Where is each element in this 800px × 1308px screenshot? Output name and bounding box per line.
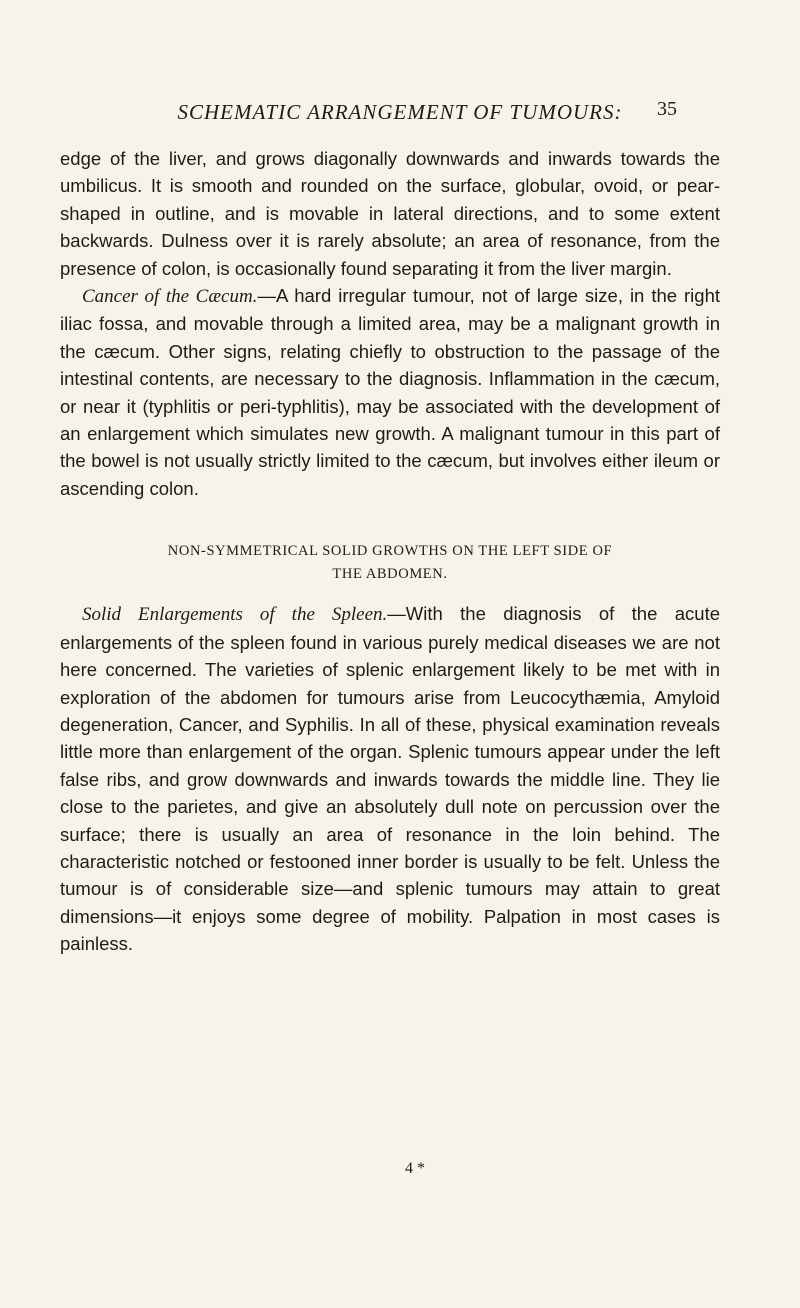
page-number: 35 (657, 98, 677, 120)
section-heading-line-2: THE ABDOMEN. (332, 566, 448, 583)
paragraph-text-spleen: —With the diagnosis of the acute enlargements of the spleen found in various purely medical diseases we are not here concerned. The varieties of splenic enlargement likely to be met with in exploration of the abdomen for tumours arise from Leucocythæmia, Amyloid degeneration, Cancer, and Syphilis. In all of these, physical examination reveals little more than enlargement of the organ. Splenic tumours appear under the left false ribs, and grow downwards and inwards towards the middle line. They lie close to the parietes, and give an absolutely dull note on percussion over the surface; there is usually an area of resonance in the loin behind. The characteristic notched or festooned inner border is usually to be felt. Unless the tumour is of considerable size—and splenic tumours may attain to great dimensions—it enjoys some degree of mobility. Palpation in most cases is painless. (60, 603, 721, 955)
section-heading (60, 540, 720, 586)
main-text (60, 145, 720, 958)
signature-mark: 4 * (405, 1160, 425, 1177)
section-heading-line-1: NON-SYMMETRICAL SOLID GROWTHS ON THE LEFT SIDE OF (167, 543, 613, 560)
running-title: SCHEMATIC ARRANGEMENT OF TUMOURS: (177, 100, 623, 124)
paragraph-title-cancer-caecum: Cancer of the Cæcum. (82, 286, 258, 308)
paragraph-text-cancer-caecum: —A hard irregular tumour, not of large size, in the right iliac fossa, and movable through a limited area, may be a malignant growth in the cæcum. Other signs, relating chiefly to obstruction to the passage of the intestinal contents, are necessary to the diagnosis. Inflammation in the cæcum, or near it (typhlitis or peri-typhlitis), may be associated with the development of an enlargement which simulates new growth. A malignant tumour in this part of the bowel is not usually strictly limited to the cæcum, but involves either ileum or ascending colon. (60, 285, 720, 499)
paragraph-spleen (60, 600, 720, 957)
paragraph-cancer-caecum (60, 282, 720, 502)
paragraph-liver-tumour: edge of the liver, and grows diagonally downwards and inwards towards the umbilicus. It is smooth and rounded on the surface, globular, ovoid, or pear-shaped in outline, and is movable in lateral directions, and to some extent backwards. Dulness over it is rarely absolute; an area of resonance, from the presence of colon, is occasionally found separating it from the liver margin. (60, 148, 720, 279)
paragraph-title-spleen: Solid Enlargements of the Spleen. (82, 604, 388, 626)
